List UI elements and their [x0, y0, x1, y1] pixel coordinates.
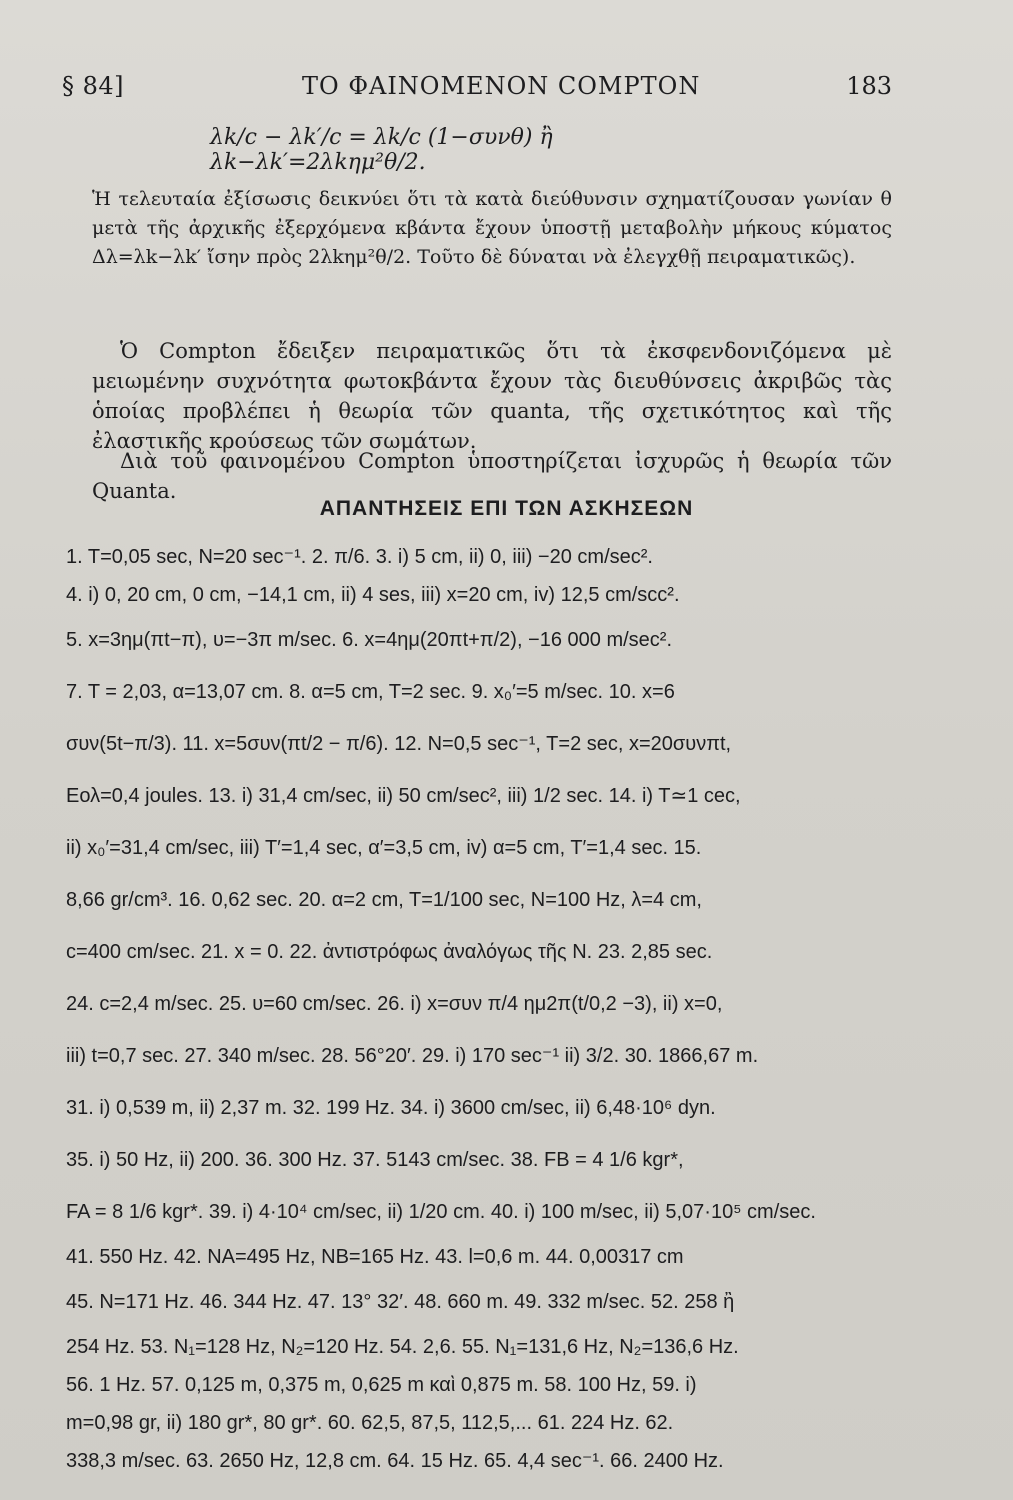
paragraph-2: Ὁ Compton ἔδειξεν πειραματικῶς ὅτι τὰ ἐκσφενδονιζόμενα μὲ μειωμένην συχνότητα φωτοκβάντα ἔχουν τὰς διευθύνσεις ἀκριβῶς τὰς ὁποίας προβλέπει ἡ θεωρία τῶν quanta, τῆς σχετικότητος καὶ τῆς ἐλαστικῆς κρούσεως τῶν σωμάτων.: [92, 339, 892, 453]
answer-line: 41. 550 Hz. 42. NA=495 Hz, NB=165 Hz. 43. l=0,6 m. 44. 0,00317 cm: [66, 1246, 684, 1268]
answer-line: c=400 cm/sec. 21. x = 0. 22. ἀντιστρόφως ἀναλόγως τῆς N. 23. 2,85 sec.: [66, 941, 713, 963]
answer-line: 4. i) 0, 20 cm, 0 cm, −14,1 cm, ii) 4 ses, iii) x=20 cm, iv) 12,5 cm/scc².: [66, 584, 680, 606]
answer-line: iii) t=0,7 sec. 27. 340 m/sec. 28. 56°20′. 29. i) 170 sec⁻¹ ii) 3/2. 30. 1866,67 m.: [66, 1045, 759, 1067]
answer-line: 1. T=0,05 sec, N=20 sec⁻¹. 2. π/6. 3. i) 5 cm, ii) 0, iii) −20 cm/sec².: [66, 546, 653, 568]
answer-line: 56. 1 Hz. 57. 0,125 m, 0,375 m, 0,625 m καὶ 0,875 m. 58. 100 Hz, 59. i): [66, 1374, 697, 1396]
answers-block: [66, 538, 896, 1480]
answer-line: 45. N=171 Hz. 46. 344 Hz. 47. 13° 32′. 48. 660 m. 49. 332 m/sec. 52. 258 ἢ: [66, 1291, 735, 1313]
section-reference: § 84]: [62, 72, 125, 100]
paragraph-3: Διὰ τοῦ φαινομένου Compton ὑποστηρίζεται ἰσχυρῶς ἡ θεωρία τῶν Quanta.: [92, 449, 892, 503]
paragraph-1: Ἡ τελευταία ἐξίσωσις δεικνύει ὅτι τὰ κατὰ διεύθυνσιν σχηματίζουσαν γωνίαν θ μετὰ τῆς ἀρχικῆς ἐξερχόμενα κβάντα ἔχουν ὑποστῇ μεταβολὴν μήκους κύματος Δλ=λk−λk′ ἴσην πρὸς 2λkημ²θ/2. Τοῦτο δὲ δύναται νὰ ἐλεγχθῇ πειραματικῶς).: [92, 188, 892, 268]
answer-line: FA = 8 1/6 kgr*. 39. i) 4·10⁴ cm/sec, ii) 1/20 cm. 40. i) 100 m/sec, ii) 5,07·10⁵ cm/sec.: [66, 1201, 816, 1223]
answer-line: ii) x₀′=31,4 cm/sec, iii) T′=1,4 sec, α′=3,5 cm, iv) α=5 cm, T′=1,4 sec. 15.: [66, 837, 702, 859]
answer-line: 254 Hz. 53. N₁=128 Hz, N₂=120 Hz. 54. 2,6. 55. N₁=131,6 Hz, N₂=136,6 Hz.: [66, 1336, 739, 1358]
page-header: [62, 72, 892, 108]
answer-line: 35. i) 50 Hz, ii) 200. 36. 300 Hz. 37. 5143 cm/sec. 38. FB = 4 1/6 kgr*,: [66, 1149, 684, 1171]
compton-formula: λk/c − λk′/c = λk/c (1−συνθ) ἢ λk−λk′=2λkημ²θ/2.: [210, 125, 553, 175]
answer-line: Eολ=0,4 joules. 13. i) 31,4 cm/sec, ii) 50 cm/sec², iii) 1/2 sec. 14. i) T≃1 cec,: [66, 785, 741, 807]
answers-title: ΑΠΑΝΤΗΣΕΙΣ ΕΠΙ ΤΩΝ ΑΣΚΗΣΕΩΝ: [319, 497, 694, 520]
answer-line: 8,66 gr/cm³. 16. 0,62 sec. 20. α=2 cm, T=1/100 sec, N=100 Hz, λ=4 cm,: [66, 889, 702, 911]
answer-line: συν(5t−π/3). 11. x=5συν(πt/2 − π/6). 12. N=0,5 sec⁻¹, T=2 sec, x=20συνπt,: [66, 733, 732, 755]
answer-line: 338,3 m/sec. 63. 2650 Hz, 12,8 cm. 64. 15 Hz. 65. 4,4 sec⁻¹. 66. 2400 Hz.: [66, 1450, 724, 1472]
answer-line: m=0,98 gr, ii) 180 gr*, 80 gr*. 60. 62,5, 87,5, 112,5,... 61. 224 Hz. 62.: [66, 1412, 674, 1434]
answer-line: 31. i) 0,539 m, ii) 2,37 m. 32. 199 Hz. 34. i) 3600 cm/sec, ii) 6,48·10⁶ dyn.: [66, 1097, 716, 1119]
answer-line: 7. T = 2,03, α=13,07 cm. 8. α=5 cm, T=2 sec. 9. x₀′=5 m/sec. 10. x=6: [66, 681, 675, 703]
answer-line: 5. x=3ημ(πt−π), υ=−3π m/sec. 6. x=4ημ(20πt+π/2), −16 000 m/sec².: [66, 629, 673, 651]
answer-line: 24. c=2,4 m/sec. 25. υ=60 cm/sec. 26. i) x=συν π/4 ημ2π(t/0,2 −3), ii) x=0,: [66, 993, 723, 1015]
running-title: ΤΟ ΦΑΙΝΟΜΕΝΟΝ COMPTON: [302, 72, 701, 100]
page-number: 183: [846, 72, 892, 100]
